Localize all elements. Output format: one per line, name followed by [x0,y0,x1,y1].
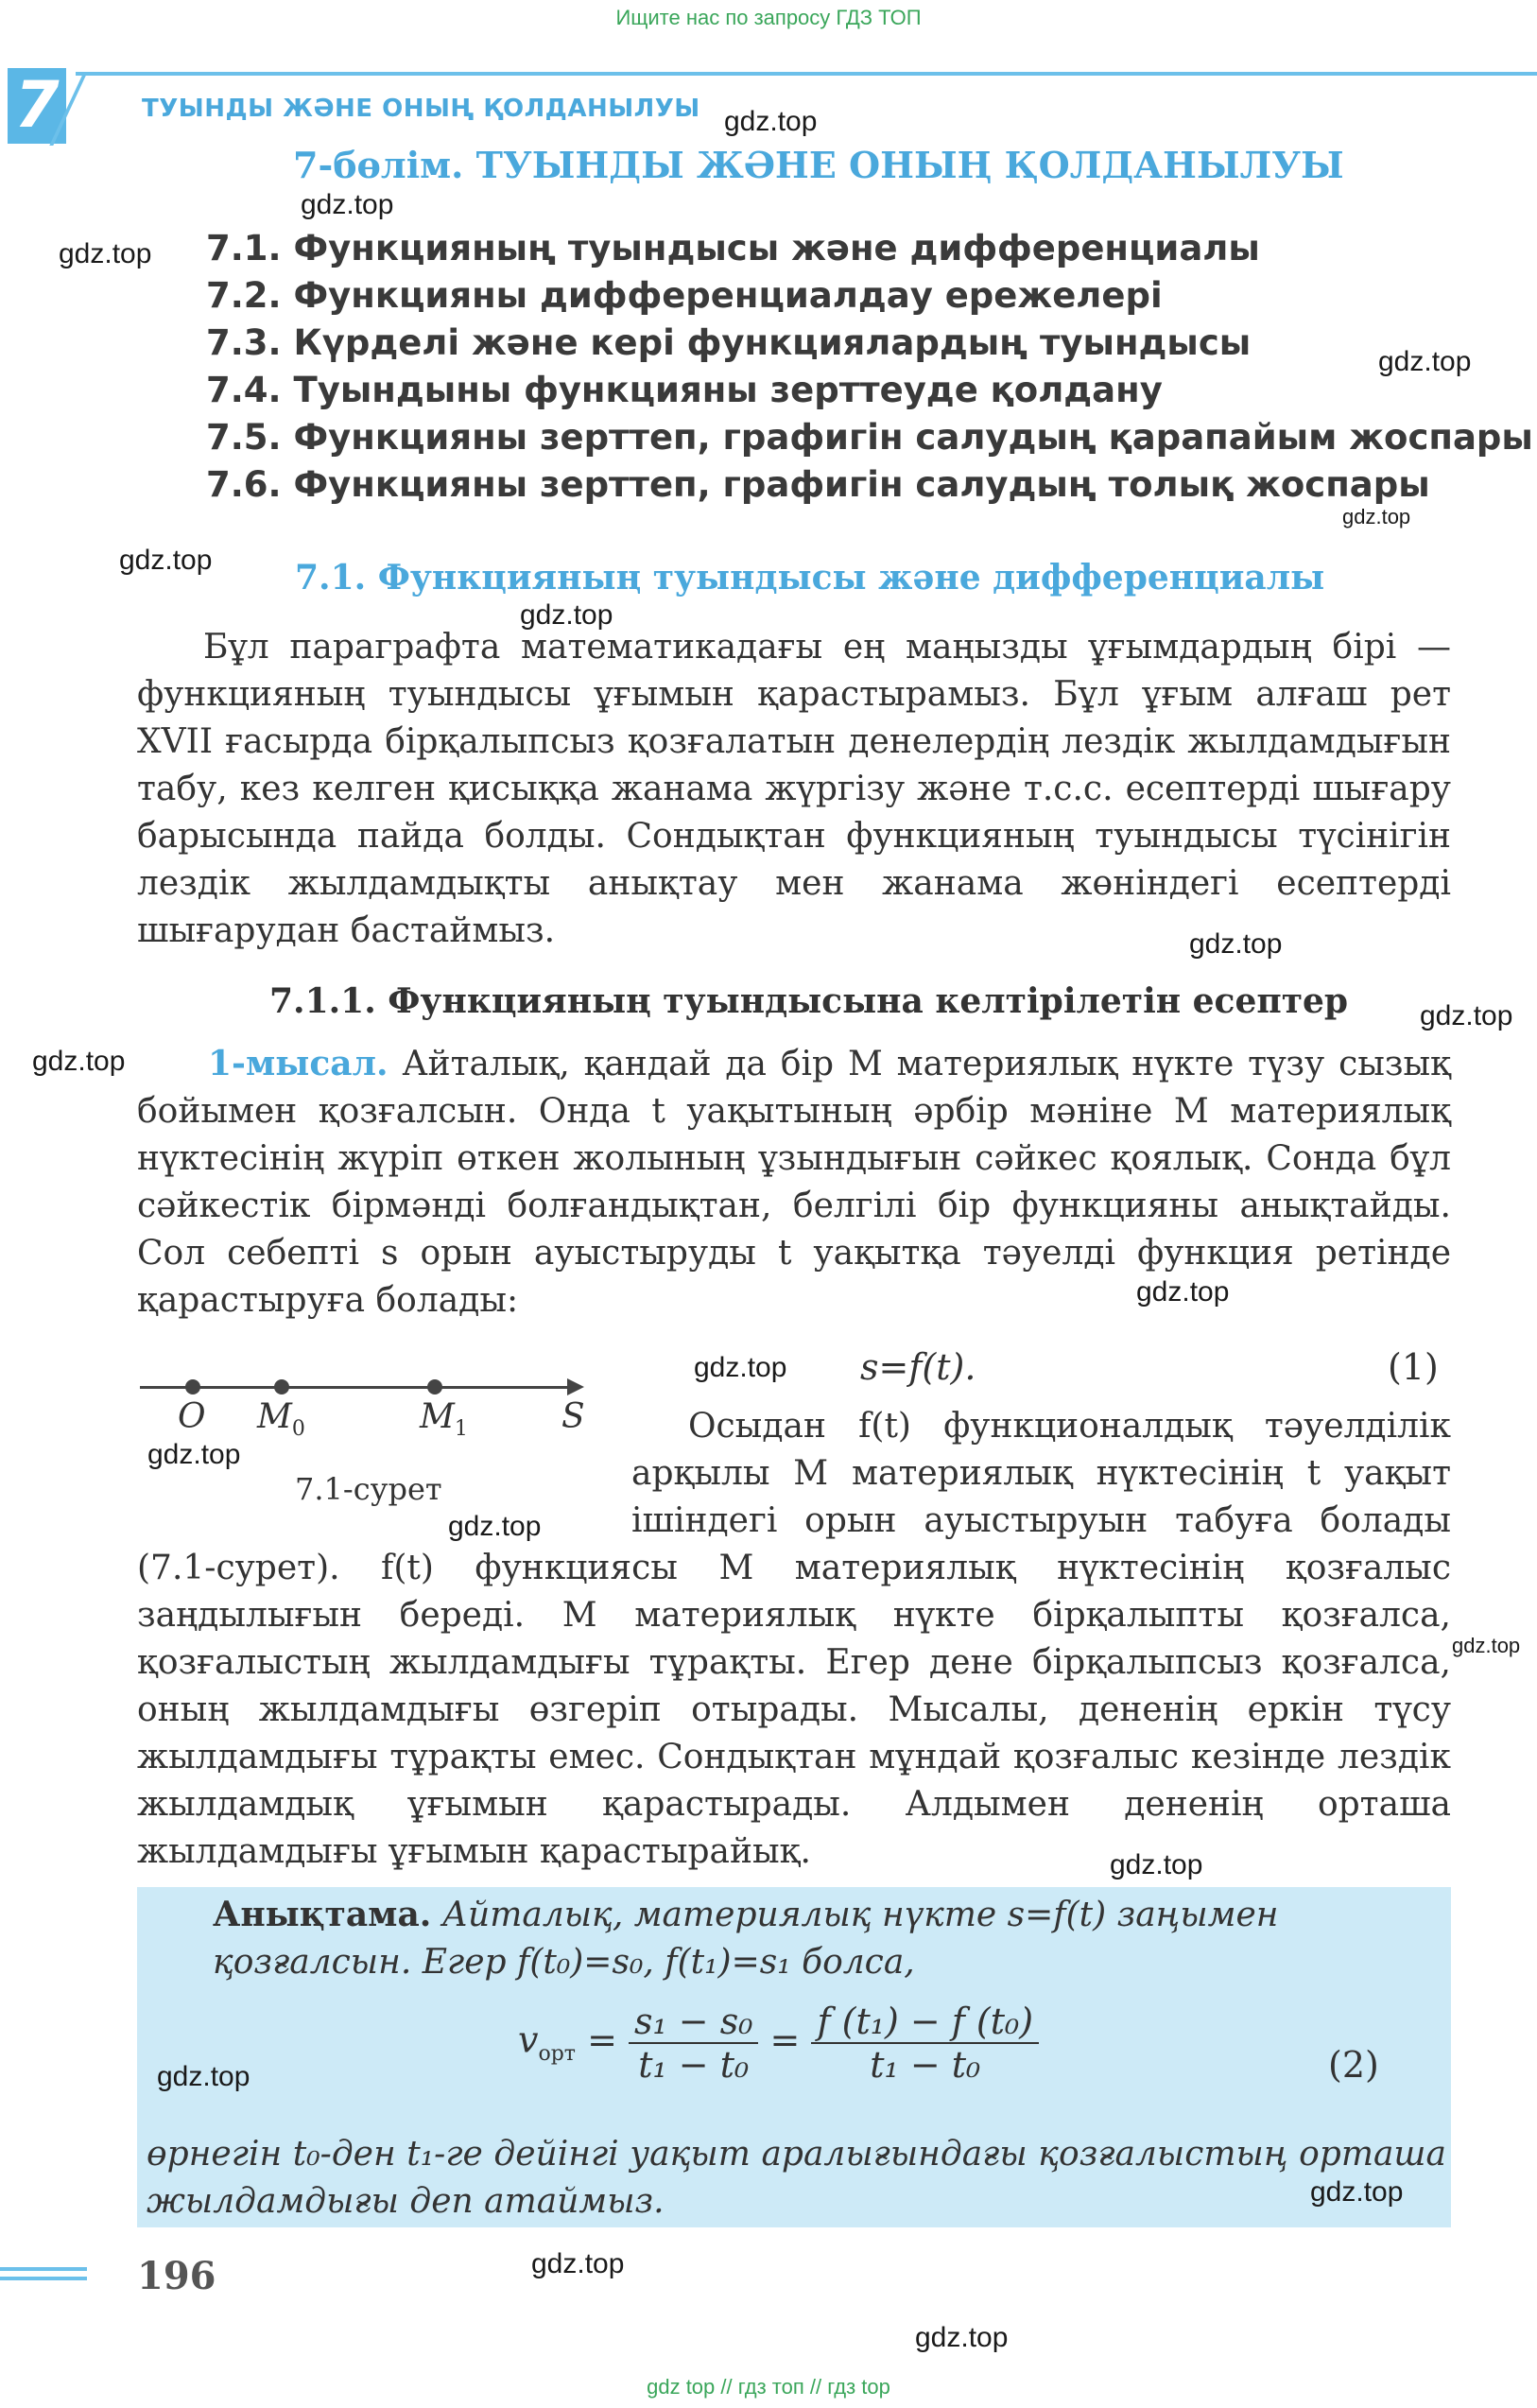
example-paragraph [137,1040,1451,1325]
definition-text: Айталық, материялық нүкте s=f(t) заңымен қозғалсын. Егер f(t₀)=s₀, f(t₁)=s₁ болса, [213,1896,1279,1982]
watermark: gdz.top [694,1352,787,1383]
label-o: O [178,1397,206,1436]
fraction-1: $\frac{\text{s₁ − s₀}}{\text{t₁ − t₀}}$ [629,2001,758,2086]
watermark: gdz.top [59,238,152,269]
watermark: gdz.top [724,106,818,137]
toc-item: 7.3. Күрделі және кері функциялардың туындысы [206,322,1252,363]
definition-label: Анықтама. [213,1895,432,1934]
watermark: gdz.top [448,1511,542,1542]
chapter-number-badge: 7 [8,68,66,144]
subsubsection-title: 7.1.1. Функцияның туындысына келтірілетін есептер [269,981,1349,1021]
toc-item: 7.6. Функцияны зерттеп, графигін салудың толық жоспары [206,464,1430,505]
point-o-dot [185,1379,200,1395]
watermark: gdz.top [119,545,213,576]
footer-links: gdz top // гдз топ // гдз top [647,2375,890,2399]
fraction-2: $\frac{\text{f (t₁) − f (t₀)}}{\text{t₁ − t₀}}$ [811,2001,1039,2086]
equation-number-2: (2) [1328,2044,1379,2086]
watermark: gdz.top [1110,1849,1203,1880]
watermark: gdz.top [1189,928,1283,960]
header-rule [76,72,1537,76]
figure-side-paragraph: Осыдан f(t) функционалдық тәуелділік арқылы M материялық нүктесінің t уақыт ішіндегі орын ауыстыруын табуға болады [631,1407,1451,1540]
label-m1: $M_1$ [420,1397,468,1442]
example-text: Айталық, қандай да бір M материялық нүкте түзу сызық бойымен қозғалсын. Онда t уақытының әрбір мәніне M материялық нүктесінің жүріп өткен жолының ұзындығын сәйкес қоялық. Сонда бұл сәйкестік бірмәнді болғандықтан, белгілі бір функцияны анықтайды. Сол себепті s орын ауыстыруды t уақытқа тәуелді функция ретінде қарастыруға болады: [137,1045,1452,1320]
definition-conclusion: өрнегін t₀-ден t₁-ге дейінгі уақыт аралығындағы қозғалыстың орташа жылдамдығы деп атаймыз. [147,2135,1446,2221]
page-number: 196 [137,2254,216,2298]
watermark: gdz.top [301,189,394,220]
toc-item: 7.5. Функцияны зерттеп, графигін салудың қарапайым жоспары [206,417,1533,458]
figure-arrow-icon [567,1378,584,1395]
watermark: gdz.top [1378,346,1472,377]
watermark: gdz.top [915,2322,1009,2353]
watermark: gdz.top [1310,2176,1404,2208]
label-s: S [561,1397,585,1436]
watermark: gdz.top [531,2248,625,2279]
toc-item: 7.4. Туындыны функцияны зерттеуде қолдану [206,370,1163,410]
subsection-title: 7.1. Функцияның туындысы және дифференциалы [295,558,1325,598]
watermark: gdz.top [1420,1000,1513,1031]
equation-number-1: (1) [1388,1346,1439,1388]
page-number-rule [0,2267,87,2271]
toc-item: 7.1. Функцияның туындысы және дифференциалы [206,228,1260,269]
watermark: gdz.top [157,2061,250,2092]
formula-2: $v_{орт}$ = $\frac{\text{s₁ − s₀}}{\text{t₁ − t₀}}$ = $\frac{\text{f (t₁) − f (t₀)}}{\text{t₁ − t₀}}$ [518,2001,1039,2086]
watermark: gdz.top [1136,1276,1230,1308]
table-of-contents [206,225,1533,509]
formula-1: s=f(t). [860,1346,976,1388]
watermark: gdz.top [32,1046,126,1077]
v-symbol: v [518,2018,539,2061]
example-label: 1-мысал. [208,1044,389,1083]
figure-axis-line [140,1386,575,1389]
label-m0: $M_0$ [257,1397,305,1442]
motion-paragraph: (7.1-сурет). f(t) функциясы M материялық нүктесінің қозғалыс заңдылығын береді. M материялық нүкте бірқалыпты қозғалса, қозғалыстың жылдамдығы тұрақты. Егер дене бірқалыпсыз қозғалса, оның жылдамдығы өзгеріп отырады. Мысалы, дененің еркін түсу жылдамдығы тұрақты емес. Сондықтан мұндай қозғалыс кезінде лездік жылдамдық ұғымын қарастырады. Алдымен дененің орташа жылдамдығы ұғымын қарастырайық. [137,1549,1451,1871]
intro-paragraph: Бұл параграфта математикадағы ең маңызды ұғымдардың бірі — функцияның туындысы ұғымын қарастырамыз. Бұл ұғым алғаш рет XVII ғасырда бірқалыпсыз қозғалатын денелердің лездік жылдамдығын табу, кез келген қисыққа жанама жүргізу және т.с.с. есептерді шығару барысында пайда болды. Сондықтан функцияның туындысы түсінігін лездік жылдамдықты анықтау мен жанама жөніндегі есептерді шығарудан бастаймыз. [137,628,1451,950]
point-m1-dot [427,1379,442,1395]
page-number-rule [0,2277,87,2280]
top-note: Ищите нас по запросу ГДЗ ТОП [615,6,922,29]
point-m0-dot [274,1379,289,1395]
definition-intro [147,1891,1446,1986]
v-subscript: орт [538,2042,576,2067]
watermark: gdz.top [1452,1634,1521,1657]
running-header-title: ТУЫНДЫ ЖӘНЕ ОНЫҢ ҚОЛДАНЫЛУЫ [142,95,700,123]
watermark: gdz.top [520,599,613,631]
figure-caption: 7.1-сурет [295,1471,442,1507]
watermark: gdz.top [1342,505,1411,528]
section-title: 7-бөлім. ТУЫНДЫ ЖӘНЕ ОНЫҢ ҚОЛДАНЫЛУЫ [293,144,1344,186]
toc-item: 7.2. Функцияны дифференциалдау ережелері [206,275,1163,316]
watermark: gdz.top [147,1439,241,1470]
